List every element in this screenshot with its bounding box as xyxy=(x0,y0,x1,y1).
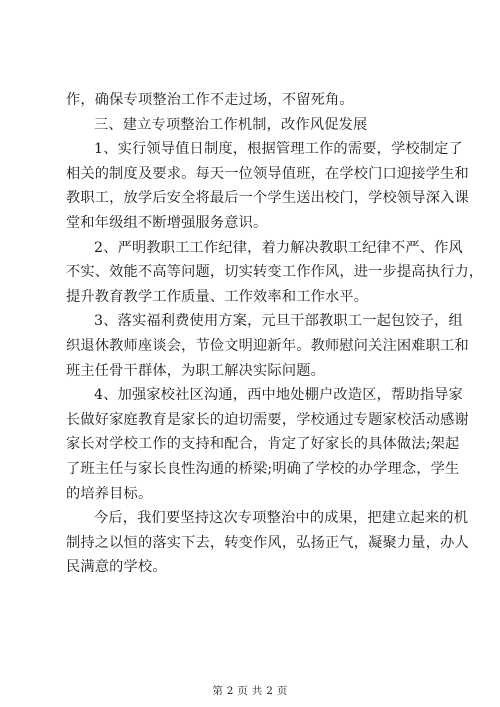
document-body xyxy=(66,88,484,580)
paragraph-item-1 xyxy=(66,137,469,235)
section-heading xyxy=(66,113,440,138)
text-line: 教职工，放学后安全将最后一个学生送出校门，学校领导深入课 xyxy=(66,190,469,207)
text-line: 家长对学校工作的支持和配合，肯定了好家长的具体做法;架起 xyxy=(66,436,460,453)
text-line: 3、落实福利费使用方案，元旦干部教职工一起包饺子，组 xyxy=(94,313,463,330)
text-line: 4、加强家校社区沟通，西中地处棚户改造区，帮助指导家 xyxy=(94,387,463,404)
text-line: 今后，我们要坚持这次专项整治中的成果，把建立起来的机 xyxy=(94,510,469,527)
page-number-footer: 第 2 页 共 2 页 xyxy=(212,685,288,697)
text-line: 提升教育教学工作质量、工作效率和工作水平。 xyxy=(66,288,369,305)
text-line: 长做好家庭教育是家长的迫切需要，学校通过专题家校活动感谢 xyxy=(66,411,469,428)
text-line: 相关的制度及要求。每天一位领导值班，在学校门口迎接学生和 xyxy=(66,165,469,182)
text-line: 班主任骨干群体，为职工解决实际问题。 xyxy=(66,362,325,379)
text-line: 2、严明教职工工作纪律，着力解决教职工纪律不严、作风 xyxy=(94,239,463,256)
paragraph-item-4 xyxy=(66,383,469,506)
paragraph-1 xyxy=(66,88,440,113)
text-line: 制持之以恒的落实下去，转变作风，弘扬正气，凝聚力量，办人 xyxy=(66,534,469,551)
text-line: 作，确保专项整治工作不走过场，不留死角。 xyxy=(66,92,354,108)
text-line: 1、实行领导值日制度，根据管理工作的需要，学校制定了 xyxy=(94,141,463,158)
text-line: 织退休教师座谈会，节俭文明迎新年。教师慰问关注困难职工和 xyxy=(66,337,469,354)
text-line: 不实、效能不高等问题，切实转变工作作风，进一步提高执行力， xyxy=(66,264,484,281)
text-line: 的培养目标。 xyxy=(66,485,153,502)
paragraph-item-2 xyxy=(66,236,484,310)
text-line: 民满意的学校。 xyxy=(66,559,167,576)
paragraph-conclusion xyxy=(66,506,469,580)
text-line: 了班主任与家长良性沟通的桥梁;明确了学校的办学理念，学生 xyxy=(66,460,460,477)
paragraph-item-3 xyxy=(66,309,469,383)
text-line: 堂和年级组不断增强服务意识。 xyxy=(66,214,268,231)
text-line: 三、建立专项整治工作机制，改作风促发展 xyxy=(94,116,368,133)
